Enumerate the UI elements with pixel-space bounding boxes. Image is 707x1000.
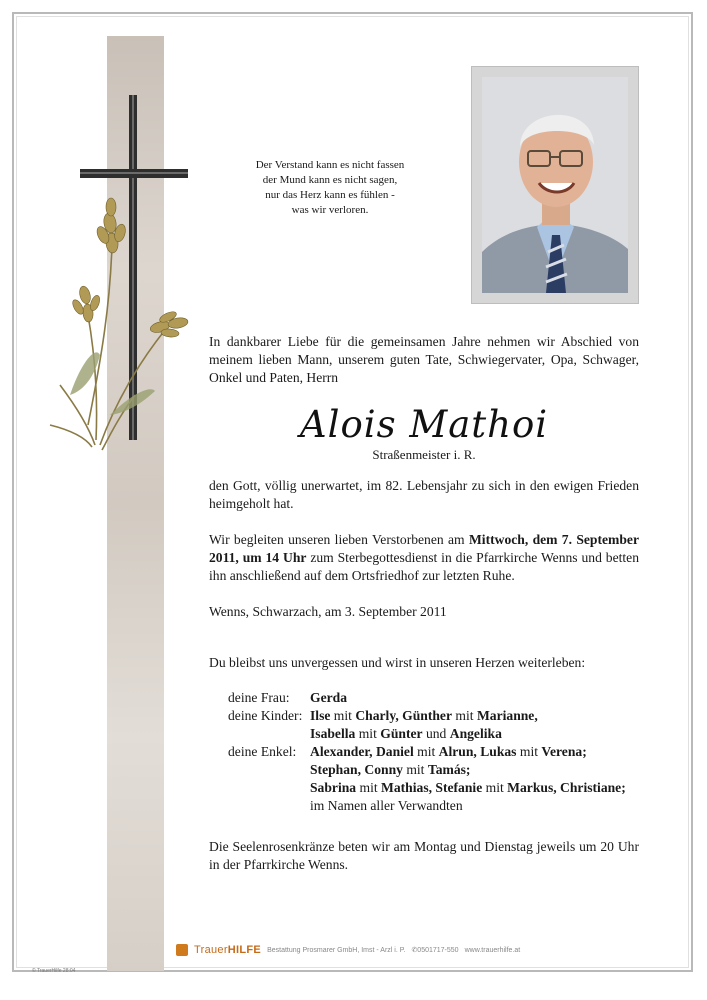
poem bbox=[225, 158, 435, 218]
connector: und bbox=[422, 726, 450, 741]
relatives-value bbox=[310, 761, 470, 779]
remembrance-text: Du bleibst uns unvergessen und wirst in unseren Herzen weiterleben: bbox=[209, 655, 586, 670]
relative-name: Verena; bbox=[541, 744, 587, 759]
relative-name: Ilse bbox=[310, 708, 331, 723]
relatives-label: deine Frau: bbox=[228, 690, 290, 705]
relative-name: Isabella bbox=[310, 726, 356, 741]
relatives-row bbox=[228, 689, 648, 707]
poem-line: nur das Herz kann es fühlen - bbox=[265, 189, 395, 201]
relative-name: Mathias, Stefanie bbox=[381, 780, 483, 795]
relatives-label bbox=[228, 725, 310, 743]
footer bbox=[176, 944, 520, 956]
relatives-label bbox=[228, 797, 310, 815]
relatives-label: deine Kinder: bbox=[228, 708, 303, 723]
connector: mit bbox=[413, 744, 439, 759]
connector: mit bbox=[482, 780, 508, 795]
relatives-row bbox=[228, 779, 648, 797]
relatives-value bbox=[310, 779, 626, 797]
cross-and-wheat-icon bbox=[40, 95, 220, 455]
relative-name: Charly, Günther bbox=[355, 708, 453, 723]
relatives-row bbox=[228, 797, 648, 815]
relatives-list bbox=[228, 689, 648, 815]
trauerhilfe-logo bbox=[194, 944, 261, 956]
portrait-illustration bbox=[482, 77, 628, 293]
relatives-row bbox=[228, 707, 648, 725]
relative-name: Marianne, bbox=[476, 708, 538, 723]
relatives-label: deine Enkel: bbox=[228, 744, 297, 759]
relative-name: Sabrina bbox=[310, 780, 357, 795]
logo-text: Trauer bbox=[194, 944, 228, 956]
connector: mit bbox=[452, 708, 477, 723]
intro-text: In dankbarer Liebe für die gemeinsamen Jahre nehmen wir Abschied von meinem lieben Mann, unserem guten Tate, Schwiegervater, Opa, Schwager, Onkel und Paten, Herrn bbox=[209, 334, 639, 385]
relative-name: Tamás; bbox=[427, 762, 471, 777]
relatives-label bbox=[228, 779, 310, 797]
connector: mit bbox=[356, 780, 382, 795]
relative-name: Gerda bbox=[310, 690, 347, 705]
portrait-photo bbox=[482, 77, 628, 293]
connector: mit bbox=[355, 726, 381, 741]
relatives-value bbox=[310, 707, 538, 725]
relatives-row bbox=[228, 761, 648, 779]
relative-name: Angelika bbox=[449, 726, 502, 741]
relative-name: Alexander, Daniel bbox=[310, 744, 414, 759]
poem-line: was wir verloren. bbox=[291, 204, 369, 216]
relative-name: Alrun, Lukas bbox=[438, 744, 517, 759]
portrait-frame bbox=[471, 66, 639, 304]
relative-name: Markus, Christiane; bbox=[507, 780, 626, 795]
funeral-text-part: zum Sterbegottesdienst in die Pfarrkirche Wenns und betten ihn anschließend auf dem Ortsfriedhof zur letzten Ruhe. bbox=[209, 550, 639, 583]
copyright: © TrauerHilfe 28:04 bbox=[32, 968, 76, 974]
relatives-row bbox=[228, 743, 648, 761]
logo-text: HILFE bbox=[227, 944, 262, 956]
funeral-text-part: Wir begleiten unseren lieben Verstorbenen am bbox=[209, 532, 469, 547]
footer-website[interactable]: www.trauerhilfe.at bbox=[464, 946, 521, 954]
relatives-row bbox=[228, 725, 648, 743]
relatives-label bbox=[228, 761, 310, 779]
connector: mit bbox=[516, 744, 542, 759]
footer-phone: ✆0501717-550 bbox=[411, 947, 459, 954]
funeral-text bbox=[209, 531, 639, 585]
poem-line: der Mund kann es nicht sagen, bbox=[262, 174, 398, 186]
poem-line: Der Verstand kann es nicht fassen bbox=[255, 159, 405, 171]
rosary-text: Die Seelenrosenkränze beten wir am Montag und Dienstag jeweils um 20 Uhr in der Pfarrkirche Wenns. bbox=[209, 839, 639, 872]
place-date: Wenns, Schwarzach, am 3. September 2011 bbox=[209, 604, 447, 619]
deceased-title: Straßenmeister i. R. bbox=[372, 447, 476, 462]
deceased-name: Alois Mathoi bbox=[299, 403, 549, 446]
death-text: den Gott, völlig unerwartet, im 82. Lebensjahr zu sich in den ewigen Frieden heimgeholt hat. bbox=[209, 478, 639, 511]
funeral-date: Mittwoch, dem 7. September 2011, um 14 Uhr bbox=[209, 532, 640, 565]
connector: mit bbox=[330, 708, 356, 723]
relative-name: Stephan, Conny bbox=[310, 762, 403, 777]
trauerhilfe-logo-icon bbox=[176, 944, 188, 956]
relatives-value bbox=[310, 725, 502, 743]
footer-company: Bestattung Prosmarer GmbH, Imst - Arzl i. P. bbox=[267, 946, 406, 954]
relatives-value bbox=[310, 743, 587, 761]
connector: mit bbox=[402, 762, 428, 777]
relatives-value: im Namen aller Verwandten bbox=[310, 798, 463, 813]
relative-name: Günter bbox=[380, 726, 423, 741]
relatives-value bbox=[310, 689, 347, 707]
